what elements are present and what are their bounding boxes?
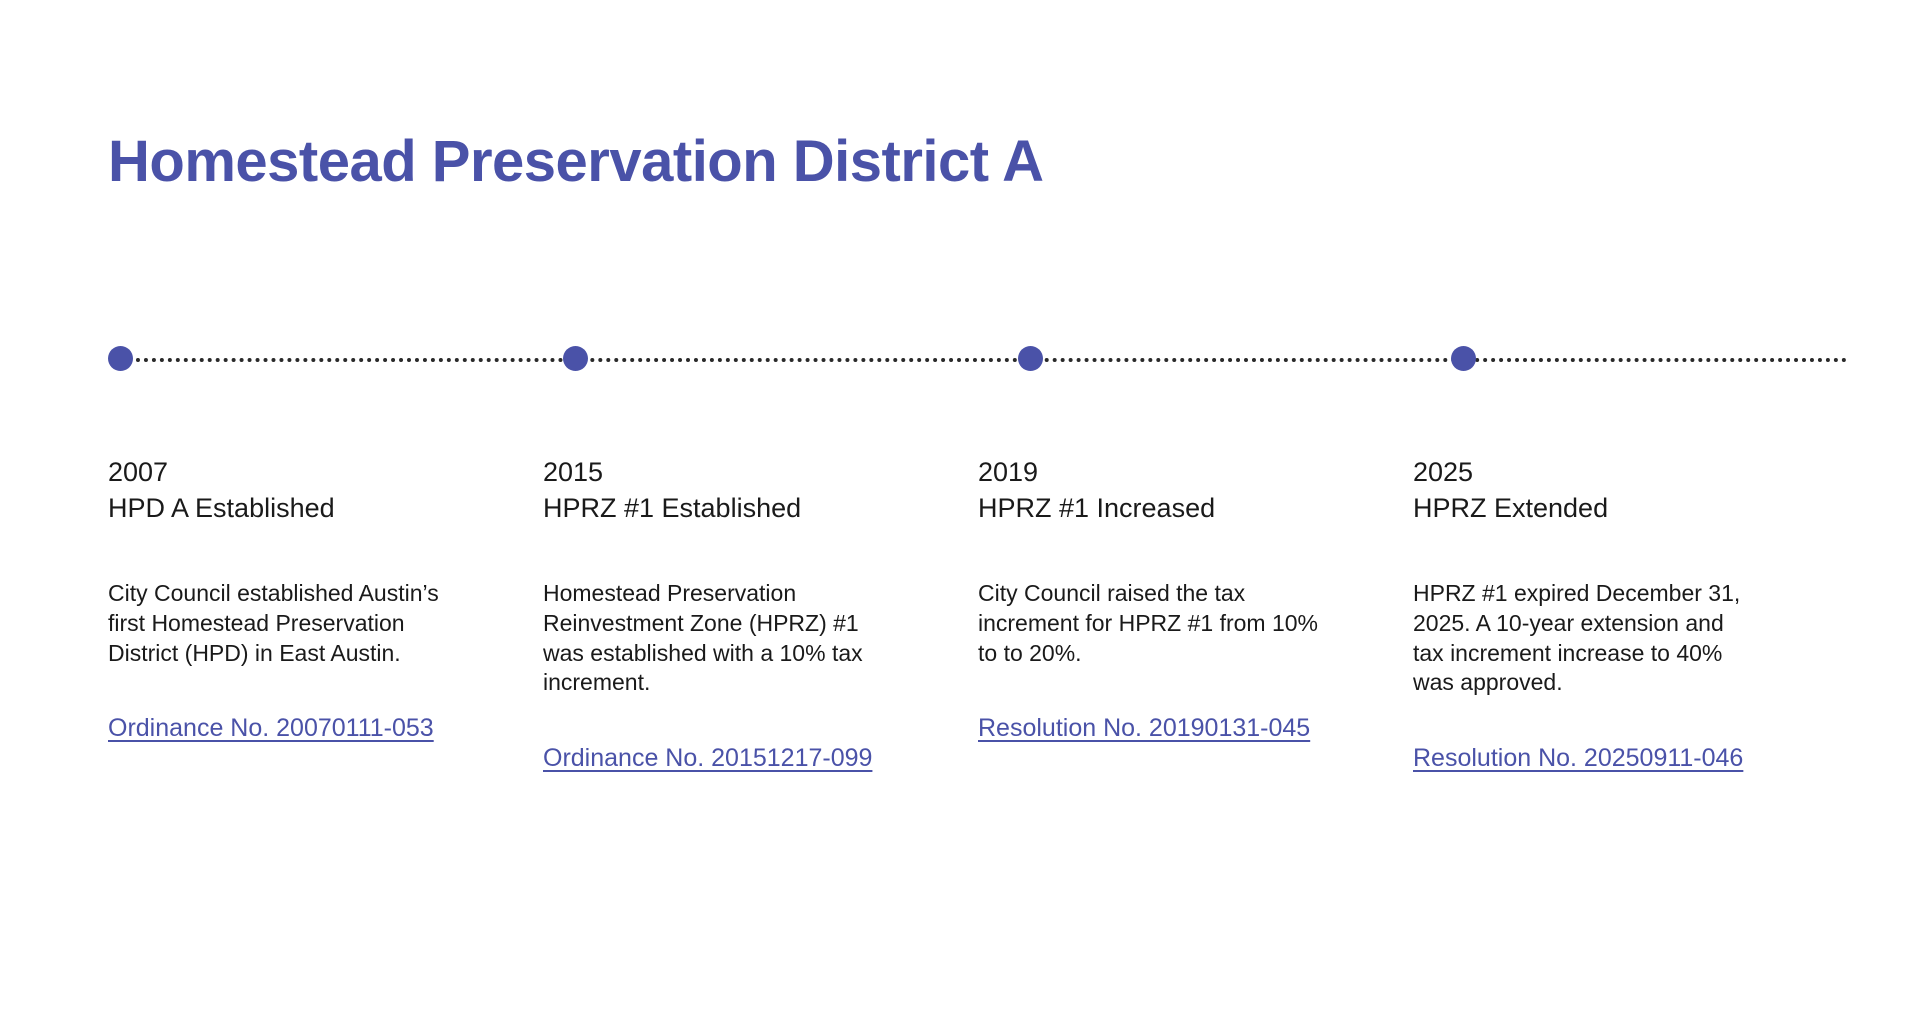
timeline-dotted-line [128, 358, 1848, 362]
milestone-document-link[interactable]: Ordinance No. 20070111-053 [108, 714, 434, 743]
milestone-document-link[interactable]: Resolution No. 20190131-045 [978, 714, 1311, 743]
milestone-year: 2019 [978, 457, 1039, 487]
milestone-year: 2015 [543, 457, 604, 487]
timeline-node-2007 [108, 346, 133, 371]
milestone-body: City Council established Austin’s first Homestead Preservation District (HPD) in East Austin. [108, 579, 439, 666]
milestone-heading: HPRZ Extended [1413, 492, 1609, 523]
milestone-2025 [1413, 455, 1848, 777]
milestone-body: Homestead Preservation Reinvestment Zone (HPRZ) #1 was established with a 10% tax increment. [543, 579, 863, 696]
milestone-body: City Council raised the tax increment for HPRZ #1 from 10% to to 20%. [978, 579, 1319, 666]
milestone-2007 [108, 455, 543, 777]
timeline-axis [108, 340, 1848, 380]
milestone-body: HPRZ #1 expired December 31, 2025. A 10-year extension and tax increment increase to 40% was approved. [1413, 579, 1741, 696]
milestone-2015 [543, 455, 978, 777]
milestone-2019 [978, 455, 1413, 777]
timeline-node-2025 [1451, 346, 1476, 371]
milestone-year: 2007 [108, 457, 169, 487]
milestone-heading: HPD A Established [108, 492, 335, 523]
page-title: Homestead Preservation District A [108, 129, 1044, 194]
timeline-node-2015 [563, 346, 588, 371]
milestone-columns [108, 455, 1848, 777]
milestone-year: 2025 [1413, 457, 1474, 487]
milestone-heading: HPRZ #1 Increased [978, 492, 1216, 523]
milestone-document-link[interactable]: Resolution No. 20250911-046 [1413, 744, 1744, 773]
milestone-document-link[interactable]: Ordinance No. 20151217-099 [543, 744, 873, 773]
milestone-heading: HPRZ #1 Established [543, 492, 802, 523]
timeline-node-2019 [1018, 346, 1043, 371]
